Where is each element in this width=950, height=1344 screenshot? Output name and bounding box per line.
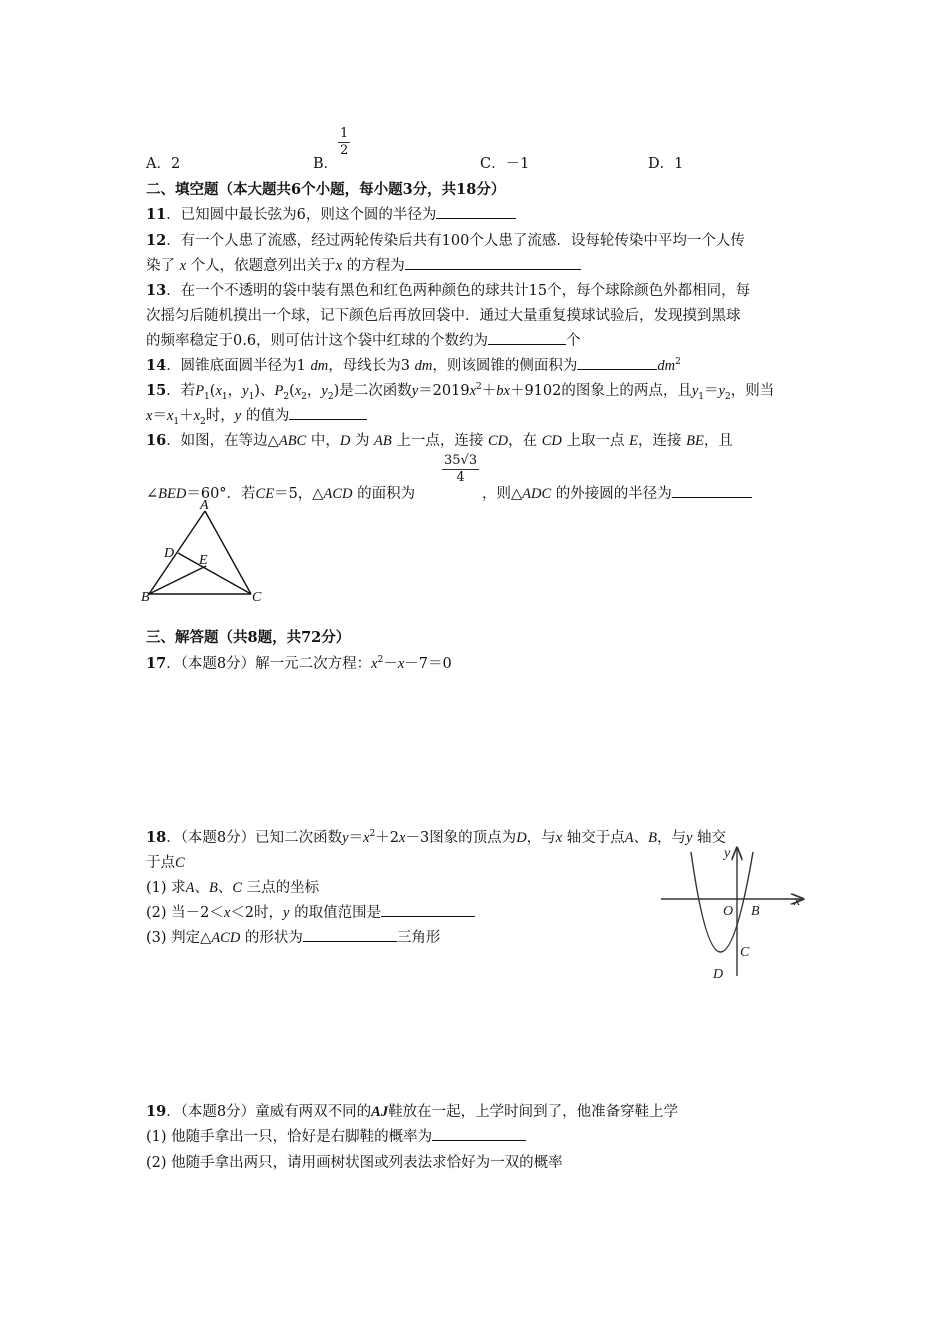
- option-b-fraction: [338, 126, 350, 159]
- option-d: D．1: [648, 156, 684, 172]
- answer-blank: [303, 927, 397, 942]
- label-b: B: [141, 590, 150, 605]
- question-16-line2-end: ，则△ADC 的外接圆的半径为: [482, 482, 752, 503]
- label-a: A: [200, 498, 209, 513]
- question-13-line2: 次摇匀后随机摸出一个球，记下颜色后再放回袋中．通过大量重复摸球试验后，发现摸到黑球: [146, 308, 741, 324]
- question-19-part1: (1) 他随手拿出一只，恰好是右脚鞋的概率为: [146, 1125, 526, 1146]
- option-c: C．－1: [480, 156, 530, 172]
- answer-blank: [488, 330, 566, 345]
- option-b-label: B．: [313, 156, 339, 172]
- label-c: C: [252, 590, 262, 605]
- side-ab: [149, 511, 205, 594]
- question-17: 17．（本题8分）解一元二次方程：$x^2-x-7=0$: [146, 655, 452, 672]
- question-14: 14．圆锥底面圆半径为1 dm，母线长为3 dm，则该圆锥的侧面积为 $dm^2$: [146, 357, 681, 374]
- area-fraction: $\frac{35√3}{4}$: [444, 453, 478, 485]
- label-e: E: [199, 553, 208, 568]
- answer-blank: [289, 405, 367, 420]
- question-18-line2: 于点C: [146, 855, 185, 871]
- question-18-line1: 18．（本题8分）已知二次函数$y=x^2+2x-3$图象的顶点为D，与x 轴交于点A、B，与y 轴交: [146, 829, 726, 846]
- question-11: 11．已知圆中最长弦为6，则这个圆的半径为: [146, 203, 516, 224]
- question-18-part3: (3) 判定△ACD 的形状为 三角形: [146, 926, 440, 947]
- answer-blank: [405, 255, 581, 270]
- question-15-line2: $x=x_1+x_2$时，y 的值为: [146, 404, 367, 427]
- question-15-line1: 15．若$P_1(x_1$，$y_1$)、$P_2(x_2$，$y_2$)是二次函数$y=2019x^2+bx+9102$的图象上的两点，且$y_1=y_2$，则当: [146, 382, 775, 402]
- answer-blank: [672, 483, 752, 498]
- question-13-line3: 的频率稳定于0.6，则可估计这个袋中红球的个数约为 个: [146, 329, 581, 350]
- question-13-line1: 13．在一个不透明的袋中装有黑色和红色两种颜色的球共计15个，每个球除颜色外都相同，每: [146, 282, 751, 299]
- question-16-line2: ∠BED＝60°．若CE＝5，△ACD 的面积为: [146, 486, 416, 502]
- option-a: A．2: [146, 156, 181, 172]
- option-b: [313, 152, 338, 173]
- label-c: C: [740, 945, 750, 960]
- question-19-line1: 19．（本题8分）童威有两双不同的AJ鞋放在一起，上学时间到了，他准备穿鞋上学: [146, 1103, 679, 1120]
- label-y: y: [724, 846, 731, 861]
- section-heading-fill-in: 二、填空题（本大题共6个小题，每小题3分，共18分）: [146, 181, 506, 198]
- question-12-line2: 染了 x 个人，依题意列出关于x 的方程为: [146, 254, 581, 275]
- fraction-denominator: 2: [340, 143, 349, 158]
- answer-blank: [577, 355, 657, 370]
- answer-blank: [381, 902, 475, 917]
- answer-blank: [432, 1126, 526, 1141]
- question-19-part2: (2) 他随手拿出两只，请用画树状图或列表法求恰好为一双的概率: [146, 1155, 563, 1171]
- fraction-numerator: 1: [340, 126, 349, 141]
- question-16-line1: 16．如图，在等边△ABC 中，D 为 AB 上一点，连接 CD，在 CD 上取一点 E，连接 BE，且: [146, 432, 733, 449]
- question-18-part1: (1) 求A、B、C 三点的坐标: [146, 880, 320, 896]
- label-x: x: [794, 894, 801, 909]
- label-o: O: [723, 904, 734, 919]
- segment-be: [149, 566, 206, 594]
- section-heading-solutions: 三、解答题（共8题，共72分）: [146, 629, 351, 646]
- question-18-part2: (2) 当－2＜x＜2时，y 的取值范围是: [146, 901, 475, 922]
- parabola-curve: [691, 852, 753, 952]
- answer-blank: [436, 204, 516, 219]
- question-12-line1: 12．有一个人患了流感，经过两轮传染后共有100个人患了流感．设每轮传染中平均一个人传: [146, 232, 745, 249]
- label-d: D: [713, 967, 724, 982]
- parabola-graph: [655, 842, 810, 982]
- label-b: B: [751, 904, 760, 919]
- triangle-figure: [138, 496, 268, 606]
- label-d: D: [164, 546, 175, 561]
